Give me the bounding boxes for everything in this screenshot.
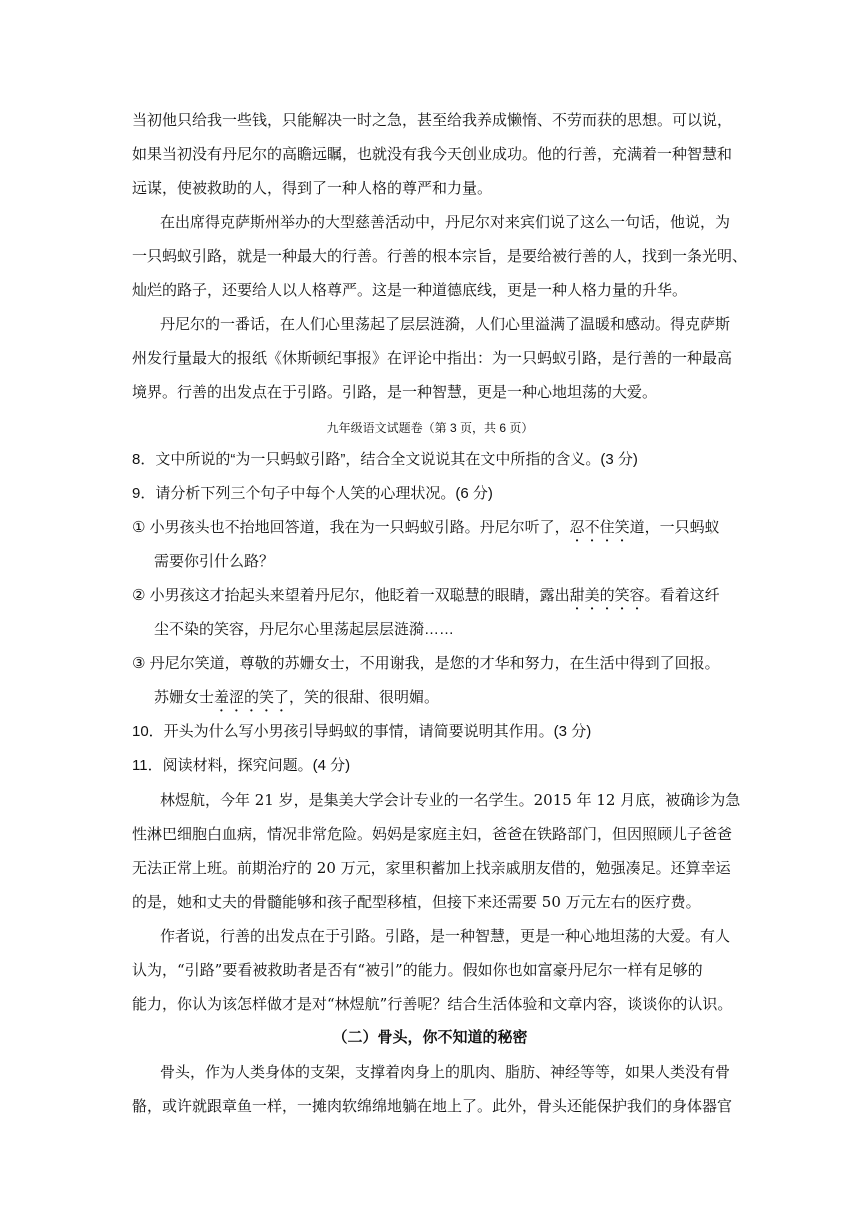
passage-line: 如果当初没有丹尼尔的高瞻远瞩，也就没有我今天创业成功。他的行善，充满着一种智慧和 [132, 145, 733, 163]
item-3-emphasis: 羞涩的笑了 [214, 689, 290, 706]
prompt-line: 作者说，行善的出发点在于引路。引路，是一种智慧，更是一种心地坦荡的大爱。有人 [160, 927, 731, 945]
question-9: 9．请分析下列三个句子中每个人笑的心理状况。(6 分) [132, 485, 493, 502]
section-title: （二）骨头，你不知道的秘密 [332, 1029, 528, 1046]
passage-line: 当初他只给我一些钱，只能解决一时之急，甚至给我养成懒惰、不劳而获的思想。可以说， [132, 111, 733, 129]
item-2-cont: 尘不染的笑容，丹尼尔心里荡起层层涟漪…… [154, 621, 455, 638]
passage-line: 灿烂的路子，还要给人以人格尊严。这是一种道德底线，更是一种人格力量的升华。 [132, 281, 688, 299]
material-line: 无法正常上班。前期治疗的 20 万元，家里积蓄加上找亲戚朋友借的，勉强凑足。还算幸运 [132, 859, 731, 877]
passage-line: 骨头，作为人类身体的支架，支撑着肉身上的肌肉、脂肪、神经等等，如果人类没有骨 [160, 1063, 731, 1081]
item-1-text-a: ① 小男孩头也不抬地回答道，我在为一只蚂蚁引路。丹尼尔听了， [132, 519, 570, 536]
passage-line: 在出席得克萨斯州举办的大型慈善活动中，丹尼尔对来宾们说了这么一句话，他说，为 [160, 213, 731, 231]
passage-line: 丹尼尔的一番话，在人们心里荡起了层层涟漪，人们心里溢满了温暖和感动。得克萨斯 [160, 315, 731, 333]
material-line: 的是，她和丈夫的骨髓能够和孩子配型移植，但接下来还需要 50 万元左右的医疗费。 [132, 893, 701, 911]
item-2-text-b: 。看着这纤 [644, 587, 720, 604]
item-1-emphasis: 忍不住笑 [569, 519, 630, 536]
item-2-emphasis: 甜美的笑容 [569, 587, 645, 604]
question-8: 8．文中所说的“为一只蚂蚁引路”，结合全文说说其在文中所指的含义。(3 分) [132, 451, 638, 468]
item-2-text-a: ② 小男孩这才抬起头来望着丹尼尔，他眨着一双聪慧的眼睛，露出 [132, 587, 570, 604]
question-11: 11．阅读材料，探究问题。(4 分) [132, 757, 351, 774]
passage-line: 境界。行善的出发点在于引路。引路，是一种智慧，更是一种心地坦荡的大爱。 [132, 383, 658, 401]
material-line: 林煜航，今年 21 岁，是集美大学会计专业的一名学生。2015 年 12 月底，被确诊为急 [160, 791, 741, 809]
prompt-line: 认为，“引路”要看被救助者是否有“被引”的能力。假如你也如富豪丹尼尔一样有足够的 [132, 961, 703, 979]
passage-line: 一只蚂蚁引路，就是一种最大的行善。行善的根本宗旨，是要给被行善的人，找到一条光明、 [132, 247, 748, 265]
passage-line: 州发行量最大的报纸《休斯顿纪事报》在评论中指出：为一只蚂蚁引路，是行善的一种最高 [132, 349, 733, 367]
item-3-text-b1: 苏姗女士 [154, 689, 215, 706]
item-2 [132, 586, 720, 613]
question-10: 10．开头为什么写小男孩引导蚂蚁的事情，请简要说明其作用。(3 分) [132, 723, 592, 740]
prompt-line: 能力，你认为该怎样做才是对“林煜航”行善呢？结合生活体验和文章内容，谈谈你的认识。 [132, 995, 733, 1013]
passage-line: 骼，或许就跟章鱼一样，一摊肉软绵绵地躺在地上了。此外，骨头还能保护我们的身体器官 [132, 1097, 733, 1115]
item-3-cont [154, 688, 439, 715]
material-line: 性淋巴细胞白血病，情况非常危险。妈妈是家庭主妇，爸爸在铁路部门，但因照顾儿子爸爸 [132, 825, 733, 843]
item-1-cont: 需要你引什么路？ [154, 553, 275, 570]
passage-line: 远谋，使被救助的人，得到了一种人格的尊严和力量。 [132, 179, 493, 197]
item-3: ③ 丹尼尔笑道，尊敬的苏姗女士，不用谢我，是您的才华和努力，在生活中得到了回报。 [132, 655, 720, 672]
page-footer: 九年级语文试题卷（第 3 页，共 6 页） [326, 421, 534, 435]
item-3-text-b2: ，笑的很甜、很明媚。 [289, 689, 440, 706]
item-1 [132, 518, 720, 545]
item-1-text-b: 道，一只蚂蚁 [629, 519, 720, 536]
